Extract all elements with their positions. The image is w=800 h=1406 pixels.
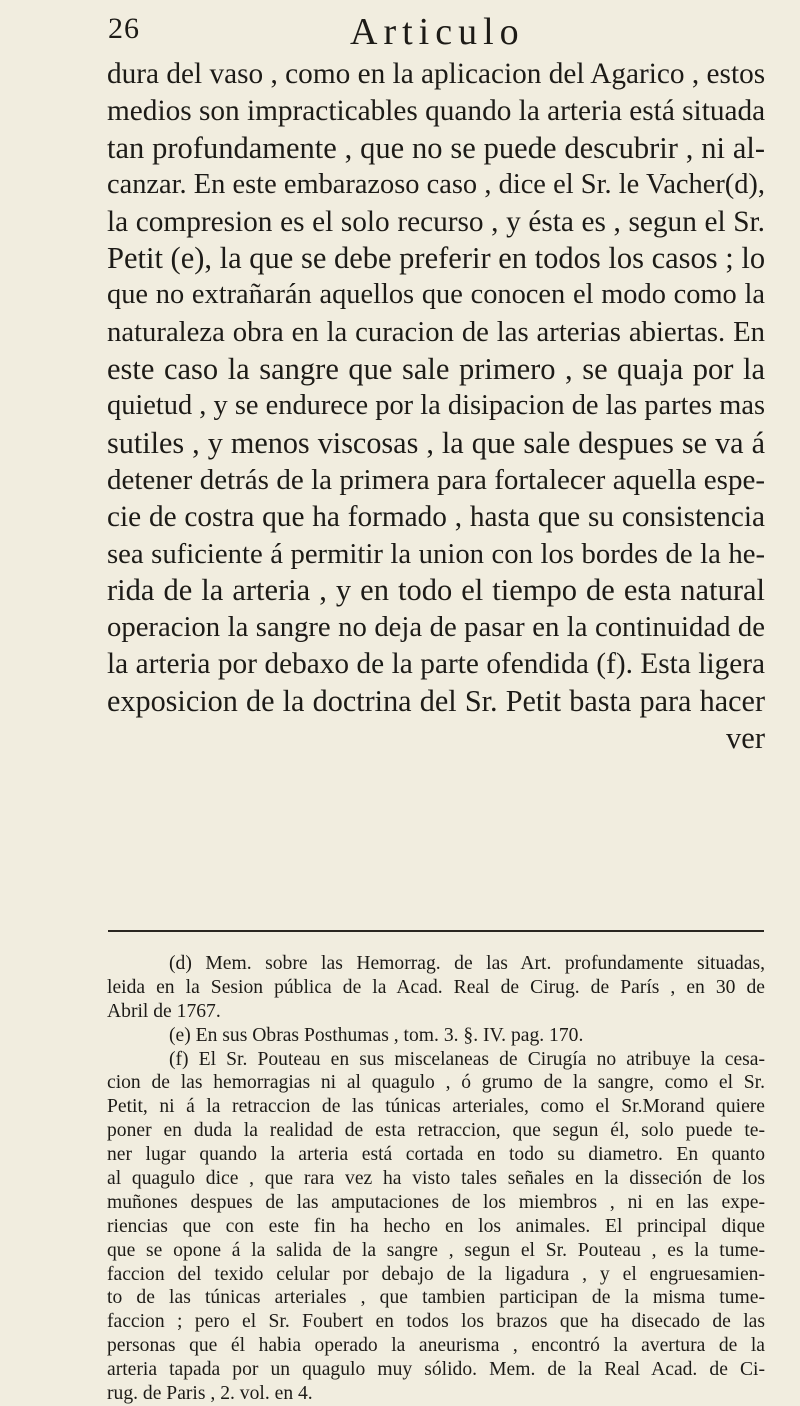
footnote-divider [108, 930, 764, 932]
footnote-line: que se opone á la salida de la sangre , segun el Sr. Pouteau , es la tume- [107, 1239, 765, 1261]
footnote-line: al quagulo dice , que rara vez ha visto tales señales en la disseción de los [107, 1168, 765, 1190]
text-line: rida de la arteria , y en todo el tiempo de esta natural [107, 573, 765, 608]
text-line: que no extrañarán aquellos que conocen el modo como la [107, 279, 765, 311]
footnote-line: leida en la Sesion pública de la Acad. Real de Cirug. de París , en 30 de [107, 976, 765, 998]
text-line: operacion la sangre no deja de pasar en la continuidad de [107, 611, 765, 644]
running-head: Articulo [350, 11, 525, 53]
footnote-line: personas que él habia operado la aneurisma , encontró la avertura de la [107, 1335, 765, 1357]
text-line: sutiles , y menos viscosas , la que sale despues se va á [107, 425, 765, 460]
catchword: ver [726, 721, 765, 756]
footnote-line: poner en duda la realidad de esta retraccion, que segun él, solo puede te- [107, 1120, 765, 1142]
text-line: canzar. En este embarazoso caso , dice el Sr. le Vacher(d), [107, 168, 765, 200]
text-line: exposicion de la doctrina del Sr. Petit basta para hacer [107, 684, 765, 719]
footnote-line: arteria tapada por un quagulo muy sólido. Mem. de la Real Acad. de Ci- [107, 1359, 765, 1381]
text-line: la compresion es el solo recurso , y ésta es , segun el Sr. [107, 205, 765, 238]
footnote-line: muñones despues de las amputaciones de los miembros , ni en las expe- [107, 1191, 765, 1213]
page-header [108, 10, 718, 58]
footnote-line: faccion ; pero el Sr. Foubert en todos los brazos que ha disecado de las [107, 1311, 765, 1333]
text-line: medios son impracticables quando la arteria está situada [107, 94, 766, 127]
footnote-line: (f) El Sr. Pouteau en sus miscelaneas de Cirugía no atribuye la cesa- [169, 1048, 765, 1070]
main-text [107, 56, 765, 757]
footnotes [107, 952, 765, 1406]
text-line: dura del vaso , como en la aplicacion del Agarico , estos [107, 58, 766, 90]
page-number: 26 [108, 12, 140, 45]
footnote-line: Abril de 1767. [107, 1000, 221, 1022]
text-line: cie de costra que ha formado , hasta que su consistencia [107, 500, 765, 533]
footnote-line: Petit, ni á la retraccion de las túnicas arteriales, como el Sr.Morand quiere [107, 1096, 765, 1118]
text-line: sea suficiente á permitir la union con los bordes de la he- [107, 537, 765, 570]
text-line: naturaleza obra en la curacion de las arterias abiertas. En [107, 316, 765, 349]
footnote-line: (e) En sus Obras Posthumas , tom. 3. §. IV. pag. 170. [169, 1024, 584, 1046]
footnote-line: riencias que con este fin ha hecho en los animales. El principal dique [107, 1215, 765, 1237]
footnote-line: rug. de Paris , 2. vol. en 4. [107, 1383, 313, 1405]
text-line: Petit (e), la que se debe preferir en todos los casos ; lo [107, 241, 766, 276]
footnote-line: (d) Mem. sobre las Hemorrag. de las Art. profundamente situadas, [169, 953, 765, 974]
text-line: quietud , y se endurece por la disipacion de las partes mas [107, 390, 765, 422]
text-line: detener detrás de la primera para fortalecer aquella espe- [107, 463, 765, 496]
footnote-line: ner lugar quando la arteria está cortada en todo su diametro. En quanto [107, 1144, 765, 1166]
text-line: la arteria por debaxo de la parte ofendida (f). Esta ligera [107, 648, 765, 681]
footnote-line: cion de las hemorragias ni al quagulo , ó grumo de la sangre, como el Sr. [107, 1072, 765, 1094]
footnote-line: to de las túnicas arteriales , que tambien participan de la misma tume- [107, 1287, 765, 1309]
text-line: este caso la sangre que sale primero , se quaja por la [107, 352, 765, 387]
footnote-line: faccion del texido celular por debajo de la ligadura , y el engruesamien- [107, 1263, 765, 1285]
text-line: tan profundamente , que no se puede descubrir , ni al- [107, 130, 765, 165]
